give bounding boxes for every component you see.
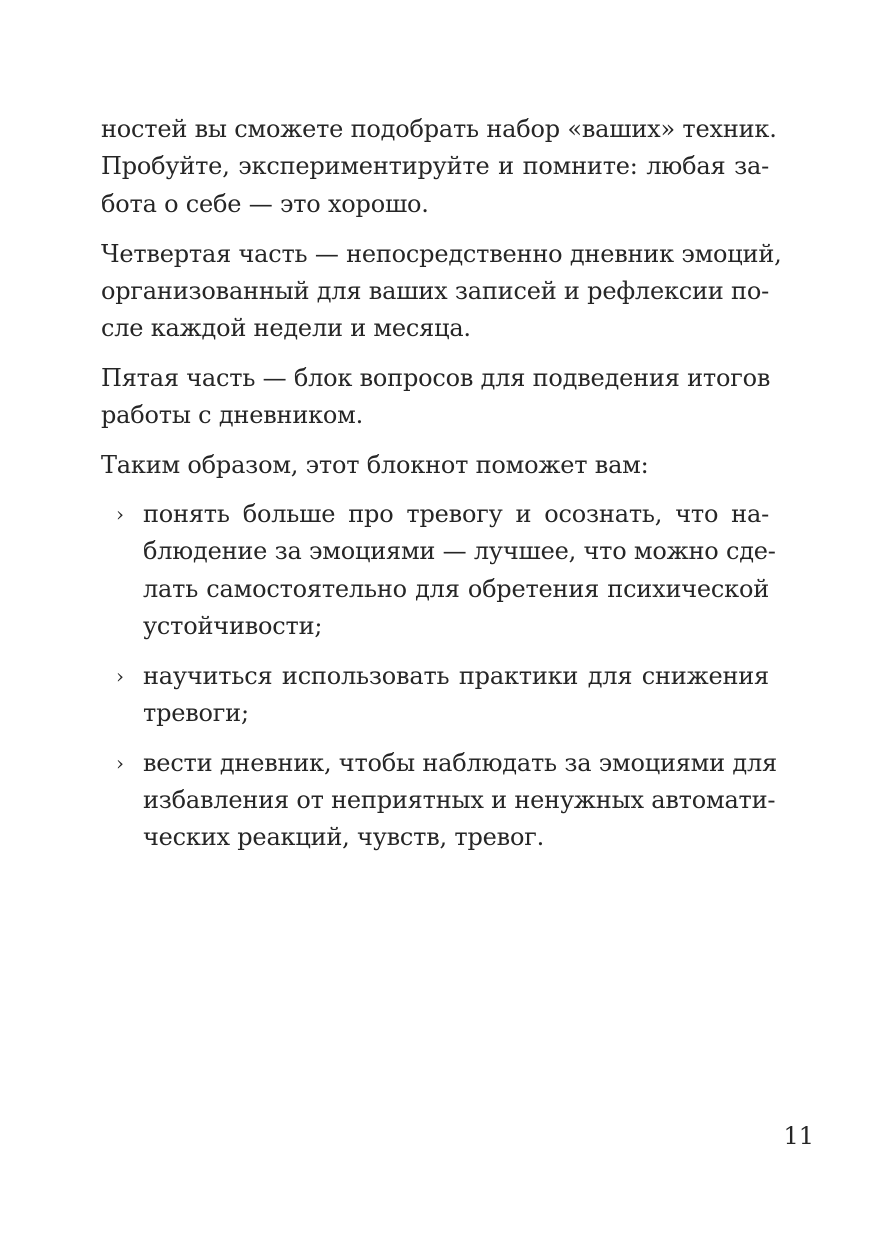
paragraph-line: работы с дневником. [101,401,364,429]
page-number: 11 [783,1122,814,1150]
paragraph-line: Пробуйте, экспериментируйте и помните: любая за- [101,152,769,180]
list-item-line: тревоги; [143,699,249,727]
bullet-marker: › [116,664,124,688]
list-item-line: научиться использовать практики для снижения [143,662,769,690]
paragraph-line: Четвертая часть — непосредственно дневник эмоций, [101,240,782,268]
list-item-line: понять больше про тревогу и осознать, что на- [143,500,769,528]
paragraph-line: организованный для ваших записей и рефлексии по- [101,277,769,305]
list-item-line: лать самостоятельно для обретения психической [143,575,769,603]
paragraph-line: бота о себе — это хорошо. [101,190,429,218]
paragraph-line: сле каждой недели и месяца. [101,314,471,342]
list-item-line: вести дневник, чтобы наблюдать за эмоциями для [143,749,777,777]
paragraph-line: Пятая часть — блок вопросов для подведения итогов [101,364,771,392]
bullet-marker: › [116,751,124,775]
list-item-line: устойчивости; [143,612,323,640]
bullet-marker: › [116,502,124,526]
list-item-line: ческих реакций, чувств, тревог. [143,823,545,851]
list-item-line: избавления от неприятных и ненужных автомати- [143,786,776,814]
paragraph-line: Таким образом, этот блокнот поможет вам: [101,451,649,479]
list-item-line: блюдение за эмоциями — лучшее, что можно сде- [143,537,776,565]
paragraph-line: ностей вы сможете подобрать набор «ваших» техник. [101,115,777,143]
